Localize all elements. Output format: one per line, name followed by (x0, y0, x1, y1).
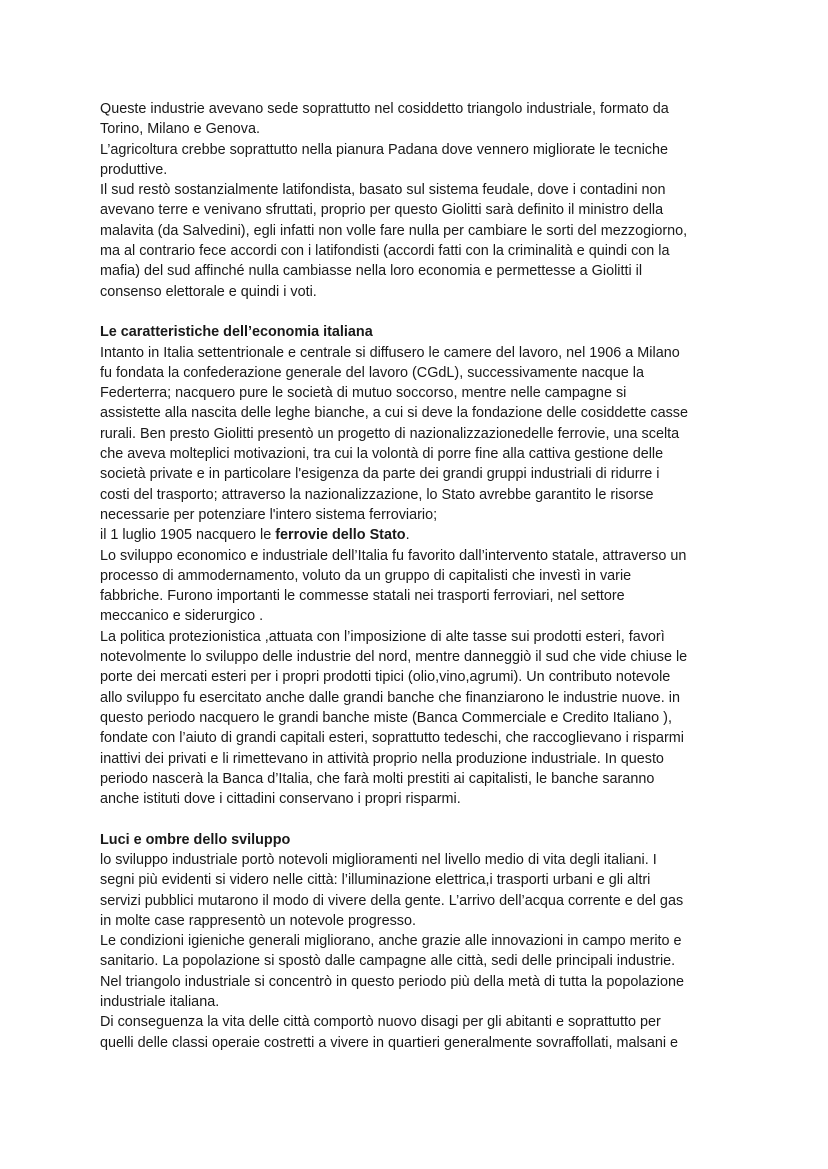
section-economia-italiana (100, 322, 728, 809)
text-line: inattivi dei privati e li rimettevano in attività proprio nella produzione industriale. In questo (100, 750, 664, 767)
paragraph-spacer (100, 302, 728, 322)
text-line: Lo sviluppo economico e industriale dell’Italia fu favorito dall’intervento statale, attraverso un (100, 547, 687, 564)
paragraph-industria-agricoltura-sud (100, 99, 728, 302)
text-line: industriale italiana. (100, 994, 220, 1011)
text-line: servizi pubblici mutarono il modo di vivere della gente. L’arrivo dell’acqua corrente e del gas (100, 892, 684, 909)
text-line: La politica protezionistica ,attuata con l’imposizione di alte tasse sui prodotti esteri, favorì (100, 628, 665, 645)
text-line: Il sud restò sostanzialmente latifondista, basato sul sistema feudale, dove i contadini non (100, 182, 666, 199)
text-line: Queste industrie avevano sede soprattutto nel cosiddetto triangolo industriale, formato da (100, 101, 669, 117)
section-heading: Le caratteristiche dell’economia italiana (100, 324, 373, 341)
bold-term-ferrovie: ferrovie dello Stato (275, 527, 406, 544)
text-line: che aveva molteplici motivazioni, tra cui la volontà di porre fine alla cattiva gestione delle (100, 446, 664, 463)
text-line: anche istituti dove i cittadini conservano i propri risparmi. (100, 791, 461, 808)
text-line-ferrovie (100, 525, 728, 545)
text-line: notevolmente lo sviluppo delle industrie del nord, mentre danneggiò il sud che vide chiuse le (100, 649, 688, 666)
text-line: costi del trasporto; attraverso la nazionalizzazione, lo Stato avrebbe garantito le risorse (100, 486, 654, 503)
text-line: consenso elettorale e quindi i voti. (100, 283, 317, 300)
section-luci-ombre (100, 830, 728, 1053)
paragraph-spacer (100, 809, 728, 829)
text-line: quelli delle classi operaie costretti a vivere in quartieri generalmente sovraffollati, malsani e (100, 1034, 679, 1051)
text-line: ma al contrario fece accordi con i latifondisti (accordi fatti con la criminalità e quindi con la (100, 243, 670, 260)
text-line: Di conseguenza la vita delle città comportò nuovo disagi per gli abitanti e soprattutto per (100, 1014, 661, 1031)
text-line: avevano terre e venivano sfruttati, proprio per questo Giolitti sarà definito il ministro della (100, 202, 664, 219)
text-line: assistette alla nascita delle leghe bianche, a cui si deve la fondazione delle cosiddette casse (100, 405, 688, 422)
text-line: Intanto in Italia settentrionale e centrale si diffusero le camere del lavoro, nel 1906 a Milano (100, 344, 680, 361)
text-line: mafia) del sud affinché nulla cambiasse nella loro economia e permettesse a Giolitti il (100, 263, 643, 280)
text-line: porte dei mercati esteri per i propri prodotti tipici (olio,vino,agrumi). Un contributo notevole (100, 669, 671, 686)
section-heading: Luci e ombre dello sviluppo (100, 831, 291, 848)
text-line: malavita (da Salvedini), egli infatti non volle fare nulla per cambiare le sorti del mezzogiorno, (100, 222, 688, 239)
text-line: produttive. (100, 161, 168, 178)
text-line: periodo nascerà la Banca d’Italia, che farà molti prestiti ai capitalisti, le banche saranno (100, 770, 655, 787)
text-line: fondate con l’aiuto di grandi capitali esteri, soprattutto tedeschi, che raccoglievano i risparmi (100, 730, 684, 747)
text-line: società private e in particolare l'esigenza da parte dei grandi gruppi industriali di ridurre i (100, 466, 660, 483)
text-line: lo sviluppo industriale portò notevoli miglioramenti nel livello medio di vita degli italiani. I (100, 851, 657, 868)
text-line: processo di ammodernamento, voluto da un gruppo di capitalisti che investì in varie (100, 567, 632, 584)
text-line: in molte case rappresentò un notevole progresso. (100, 912, 416, 929)
document-page (100, 99, 728, 1053)
text-line: questo periodo nacquero le grandi banche miste (Banca Commerciale e Credito Italiano ), (100, 709, 672, 726)
text-line: fu fondata la confederazione generale del lavoro (CGdL), successivamente nacque la (100, 364, 644, 381)
text-line: meccanico e siderurgico . (100, 608, 264, 625)
text-line: Nel triangolo industriale si concentrò in questo periodo più della metà di tutta la popolazione (100, 973, 684, 990)
text-line: fabbriche. Furono importanti le commesse statali nei trasporti ferroviari, nel settore (100, 588, 625, 605)
text-line: Torino, Milano e Genova. (100, 121, 260, 138)
text-fragment: il 1 luglio 1905 nacquero le (100, 527, 276, 544)
text-fragment: . (405, 527, 410, 544)
text-line: segni più evidenti si videro nelle città: l’illuminazione elettrica,i trasporti urbani e gli altri (100, 872, 651, 889)
text-line: sanitario. La popolazione si spostò dalle campagne alle città, sedi delle principali industrie. (100, 953, 676, 970)
text-line: L’agricoltura crebbe soprattutto nella pianura Padana dove vennero migliorate le tecniche (100, 141, 668, 158)
text-line: necessarie per potenziare l'intero sistema ferroviario; (100, 506, 438, 523)
text-line: Le condizioni igieniche generali migliorano, anche grazie alle innovazioni in campo merito e (100, 933, 682, 950)
text-line: rurali. Ben presto Giolitti presentò un progetto di nazionalizzazionedelle ferrovie, una scelta (100, 425, 680, 442)
text-line: allo sviluppo fu esercitato anche dalle grandi banche che finanziarono le industrie nuove. in (100, 689, 681, 706)
text-line: Federterra; nacquero pure le società di mutuo soccorso, mentre nelle campagne si (100, 385, 627, 402)
